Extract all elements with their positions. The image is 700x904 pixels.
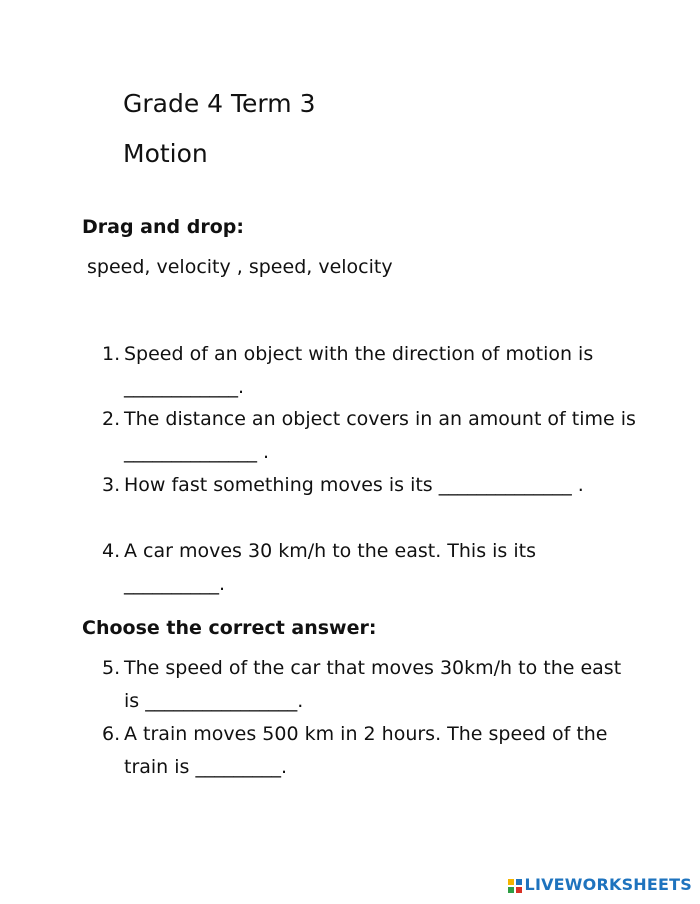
question-item: [102, 403, 642, 469]
question-item: [102, 535, 642, 601]
question-number: 1.: [102, 343, 121, 365]
question-item: [102, 338, 642, 404]
drag-and-drop-heading: Drag and drop:: [82, 216, 244, 238]
question-item: [102, 652, 642, 718]
choose-answer-heading: Choose the correct answer:: [82, 617, 377, 639]
question-item: [102, 718, 642, 784]
question-number: 3.: [102, 474, 121, 496]
question-text: The speed of the car that moves 30km/h to the east is ________________.: [124, 657, 622, 712]
question-item: [102, 469, 642, 502]
worksheet-topic: Motion: [123, 139, 208, 168]
question-text: The distance an object covers in an amount of time is ______________ .: [124, 408, 636, 463]
question-text: A train moves 500 km in 2 hours. The speed of the train is _________.: [124, 723, 608, 778]
question-number: 4.: [102, 540, 121, 562]
question-number: 5.: [102, 657, 121, 679]
question-text: A car moves 30 km/h to the east. This is its __________.: [124, 540, 536, 595]
question-number: 6.: [102, 723, 121, 745]
word-bank: speed, velocity , speed, velocity: [87, 256, 393, 278]
liveworksheets-logo-icon: [508, 878, 522, 892]
watermark-text: LIVEWORKSHEETS: [524, 875, 692, 894]
question-text: How fast something moves is its ______________ .: [124, 474, 584, 496]
question-text: Speed of an object with the direction of motion is ____________.: [124, 343, 594, 398]
worksheet-title: Grade 4 Term 3: [123, 89, 316, 118]
question-number: 2.: [102, 408, 121, 430]
liveworksheets-watermark: [508, 875, 692, 894]
